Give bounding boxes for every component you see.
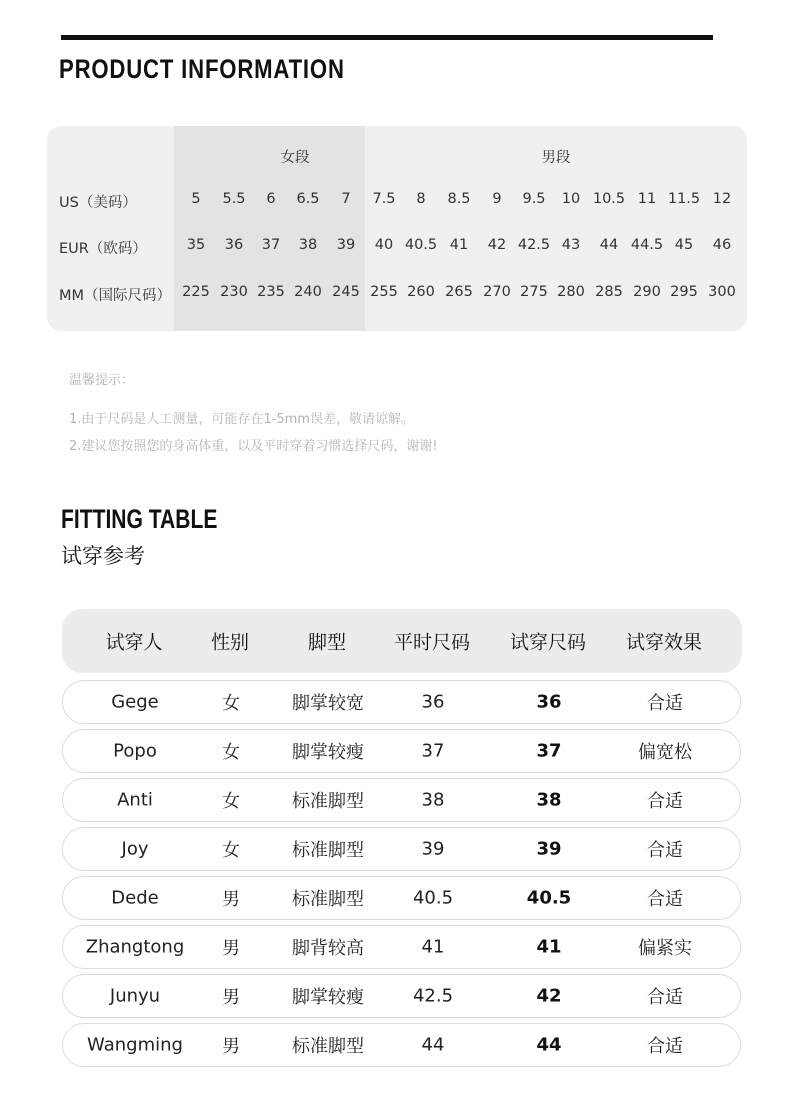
size-cell: 295 — [670, 284, 698, 300]
size-row-label: MM（国际尺码） — [59, 288, 172, 304]
fitting-cell: 合适 — [647, 1036, 683, 1057]
fitting-cell: Dede — [111, 887, 159, 909]
fitting-cell: 女 — [222, 840, 240, 861]
size-cell: 10 — [561, 191, 581, 207]
tips-heading: 温馨提示： — [69, 373, 135, 388]
fitting-row — [62, 1023, 741, 1067]
fitting-cell: 41 — [536, 936, 562, 958]
fitting-cell: 脚掌较瘦 — [292, 742, 364, 763]
size-cell: 275 — [520, 284, 548, 300]
size-cell: 6.5 — [296, 191, 320, 207]
fitting-header-cell: 试穿人 — [105, 631, 163, 654]
fitting-cell: 合适 — [647, 987, 683, 1008]
size-cell: 40 — [374, 237, 394, 253]
fitting-cell: Wangming — [87, 1034, 183, 1056]
fitting-cell: Gege — [111, 691, 159, 713]
fitting-cell: 偏紧实 — [638, 938, 692, 959]
fitting-cell: 40.5 — [412, 887, 454, 909]
fitting-cell: Joy — [121, 838, 149, 860]
fitting-cell: 女 — [222, 693, 240, 714]
fitting-cell: 合适 — [647, 693, 683, 714]
fitting-table-title: FITTING TABLE — [61, 504, 218, 534]
size-cell: 290 — [633, 284, 661, 300]
fitting-cell: 37 — [536, 740, 562, 762]
fitting-cell: 37 — [421, 740, 445, 762]
fitting-cell: 36 — [421, 691, 445, 713]
size-cell: 270 — [483, 284, 511, 300]
size-cell: 9.5 — [522, 191, 546, 207]
size-cell: 37 — [261, 237, 281, 253]
men-group-label: 男段 — [541, 150, 571, 166]
fitting-cell: 44 — [421, 1034, 445, 1056]
fitting-cell: 39 — [536, 838, 562, 860]
fitting-cell: 脚背较高 — [292, 938, 364, 959]
size-cell: 235 — [257, 284, 285, 300]
fitting-cell: 女 — [222, 791, 240, 812]
fitting-cell: 38 — [536, 789, 562, 811]
size-cell: 230 — [220, 284, 248, 300]
fitting-row — [62, 827, 741, 871]
size-cell: 44 — [599, 237, 619, 253]
fitting-cell: 42 — [536, 985, 562, 1007]
fitting-cell: 39 — [421, 838, 445, 860]
fitting-cell: 女 — [222, 742, 240, 763]
tips-line-1: 1.由于尺码是人工测量，可能存在1-5mm误差，敬请谅解。 — [69, 412, 414, 427]
size-cell: 240 — [294, 284, 322, 300]
fitting-row — [62, 680, 741, 724]
size-cell: 35 — [186, 237, 206, 253]
fitting-cell: 合适 — [647, 840, 683, 861]
size-cell: 11.5 — [667, 191, 701, 207]
fitting-header-cell: 试穿效果 — [625, 631, 703, 654]
size-chart — [47, 126, 747, 331]
fitting-header-cell: 脚型 — [307, 631, 347, 654]
fitting-cell: 44 — [536, 1034, 562, 1056]
size-cell: 260 — [407, 284, 435, 300]
fitting-cell: 标准脚型 — [292, 840, 364, 861]
fitting-cell: 42.5 — [412, 985, 454, 1007]
size-cell: 5 — [191, 191, 201, 207]
product-information-title: PRODUCT INFORMATION — [59, 54, 345, 84]
size-cell: 265 — [445, 284, 473, 300]
fitting-cell: 男 — [222, 889, 240, 910]
fitting-header-cell: 试穿尺码 — [509, 631, 587, 654]
size-cell: 255 — [370, 284, 398, 300]
fitting-row — [62, 729, 741, 773]
size-cell: 10.5 — [592, 191, 626, 207]
fitting-cell: 男 — [222, 938, 240, 959]
size-cell: 38 — [298, 237, 318, 253]
fitting-cell: 脚掌较瘦 — [292, 987, 364, 1008]
size-row-label: US（美码） — [59, 195, 137, 211]
fitting-row — [62, 876, 741, 920]
top-divider — [61, 35, 713, 40]
tips-line-2: 2.建议您按照您的身高体重，以及平时穿着习惯选择尺码，谢谢! — [69, 439, 438, 454]
fitting-cell: Junyu — [109, 985, 161, 1007]
size-cell: 245 — [332, 284, 360, 300]
women-group-label: 女段 — [280, 150, 310, 166]
fitting-cell: 标准脚型 — [292, 889, 364, 910]
size-cell: 8.5 — [447, 191, 471, 207]
size-cell: 41 — [449, 237, 469, 253]
fitting-cell: 标准脚型 — [292, 1036, 364, 1057]
fitting-cell: 合适 — [647, 889, 683, 910]
women-size-band — [174, 126, 365, 331]
size-cell: 45 — [674, 237, 694, 253]
size-cell: 42 — [487, 237, 507, 253]
size-cell: 225 — [182, 284, 210, 300]
fitting-cell: 40.5 — [526, 887, 572, 909]
fitting-table-header — [62, 609, 742, 673]
fitting-cell: Zhangtong — [85, 936, 185, 958]
fitting-cell: 41 — [421, 936, 445, 958]
size-cell: 39 — [336, 237, 356, 253]
size-cell: 6 — [266, 191, 276, 207]
fitting-header-cell: 平时尺码 — [393, 631, 471, 654]
size-cell: 9 — [492, 191, 502, 207]
fitting-cell: 38 — [421, 789, 445, 811]
size-cell: 12 — [712, 191, 732, 207]
fitting-row — [62, 974, 741, 1018]
size-cell: 42.5 — [517, 237, 551, 253]
fitting-table-subtitle: 试穿参考 — [61, 544, 145, 568]
fitting-cell: 男 — [222, 1036, 240, 1057]
fitting-cell: 标准脚型 — [292, 791, 364, 812]
fitting-cell: 偏宽松 — [638, 742, 692, 763]
size-cell: 46 — [712, 237, 732, 253]
size-cell: 40.5 — [404, 237, 438, 253]
size-cell: 7.5 — [372, 191, 396, 207]
fitting-row — [62, 778, 741, 822]
size-cell: 44.5 — [630, 237, 664, 253]
fitting-cell: 男 — [222, 987, 240, 1008]
size-row-label: EUR（欧码） — [59, 241, 147, 257]
size-cell: 11 — [637, 191, 657, 207]
size-cell: 285 — [595, 284, 623, 300]
fitting-row — [62, 925, 741, 969]
fitting-cell: 36 — [536, 691, 562, 713]
fitting-cell: Anti — [117, 789, 153, 811]
fitting-cell: Popo — [113, 740, 157, 762]
size-cell: 8 — [416, 191, 426, 207]
size-cell: 36 — [224, 237, 244, 253]
size-cell: 43 — [561, 237, 581, 253]
fitting-header-cell: 性别 — [210, 631, 250, 654]
size-cell: 280 — [557, 284, 585, 300]
fitting-cell: 合适 — [647, 791, 683, 812]
size-cell: 5.5 — [222, 191, 246, 207]
size-cell: 7 — [341, 191, 351, 207]
size-cell: 300 — [708, 284, 736, 300]
fitting-cell: 脚掌较宽 — [292, 693, 364, 714]
